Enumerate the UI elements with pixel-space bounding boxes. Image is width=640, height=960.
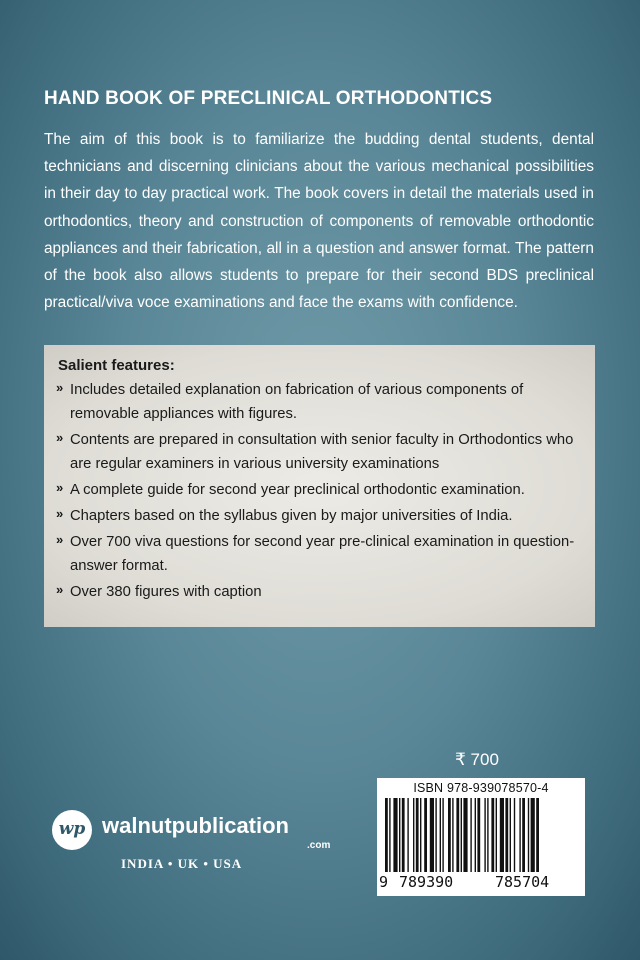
barcode-bar: [399, 798, 400, 872]
barcode-digits-left: 789390: [399, 873, 454, 891]
isbn-barcode: [377, 778, 585, 896]
bullet-icon: »: [56, 532, 64, 547]
barcode-bar: [514, 798, 515, 872]
barcode-bar: [484, 798, 485, 872]
feature-item: » Over 380 figures with caption: [58, 580, 581, 604]
publisher-regions: INDIA • UK • USA: [121, 856, 243, 871]
bullet-icon: »: [56, 506, 64, 521]
feature-item: » Over 700 viva questions for second year pre-clinical examination in question-answer format.: [58, 530, 581, 578]
barcode-bar: [413, 798, 414, 872]
barcode-bar: [477, 798, 480, 872]
barcode-bar: [442, 798, 443, 872]
barcode-bar: [519, 798, 520, 872]
feature-item: » Includes detailed explanation on fabrication of various components of removable appliances with figures.: [58, 378, 581, 426]
barcode-bar: [420, 798, 421, 872]
barcode-bar: [448, 798, 451, 872]
barcode-bar: [389, 798, 390, 872]
bullet-icon: »: [56, 380, 64, 395]
barcode-bar: [407, 798, 408, 872]
barcode-bar: [531, 798, 535, 872]
features-heading: Salient features:: [58, 357, 175, 374]
barcode-bar: [440, 798, 441, 872]
barcode-digit-lead: 9: [379, 873, 389, 891]
barcode-bar: [424, 798, 427, 872]
barcode-bar: [402, 798, 405, 872]
book-description: The aim of this book is to familiarize the budding dental students, dental technicians and discerning clinicians about the various mechanical possibilities in their day to day practical work. The book covers in detail the materials used in orthodontics, theory and construction of components of removable orthodontic appliances and their fabrication, all in a question and answer format. The pattern of the book also allows students to prepare for their second BDS preclinical practical/viva voce examinations and face the exams with confidence.: [44, 131, 594, 312]
barcode-bar: [452, 798, 453, 872]
barcode-bar: [491, 798, 494, 872]
barcode-bar: [475, 798, 476, 872]
salient-features-box: [44, 345, 595, 627]
feature-item: » A complete guide for second year preclinical orthodontic examination.: [58, 478, 581, 502]
barcode-bar: [505, 798, 508, 872]
bullet-icon: »: [56, 430, 64, 445]
barcode-bars: [385, 798, 577, 872]
isbn-number: ISBN 978-939078570-4: [413, 781, 549, 795]
barcode-digits-right: 785704: [495, 873, 550, 891]
publisher-domain-suffix: .com: [307, 840, 331, 851]
barcode-bar: [461, 798, 462, 872]
price-label: ₹ 700: [455, 750, 499, 769]
barcode-bar: [536, 798, 539, 872]
book-title: HAND BOOK OF PRECLINICAL ORTHODONTICS: [44, 88, 493, 109]
publisher-name: walnutpublication: [102, 813, 289, 838]
features-list: [58, 378, 581, 604]
barcode-bar: [528, 798, 529, 872]
barcode-bar: [430, 798, 434, 872]
barcode-bar: [456, 798, 459, 872]
barcode-bar: [510, 798, 511, 872]
feature-item: » Chapters based on the syllabus given by major universities of India.: [58, 504, 581, 528]
barcode-bar: [385, 798, 388, 872]
feature-item: » Contents are prepared in consultation with senior faculty in Orthodontics who are regular examiners in various university examinations: [58, 428, 581, 476]
bullet-icon: »: [56, 582, 64, 597]
barcode-bar: [470, 798, 471, 872]
barcode-bar: [496, 798, 497, 872]
walnut-logo-icon: wp: [52, 810, 92, 850]
barcode-bar: [487, 798, 488, 872]
barcode-bar: [416, 798, 419, 872]
barcode-bar: [435, 798, 436, 872]
barcode-bar: [522, 798, 525, 872]
bullet-icon: »: [56, 480, 64, 495]
barcode-bar: [500, 798, 504, 872]
barcode-bar: [463, 798, 467, 872]
barcode-bar: [393, 798, 397, 872]
